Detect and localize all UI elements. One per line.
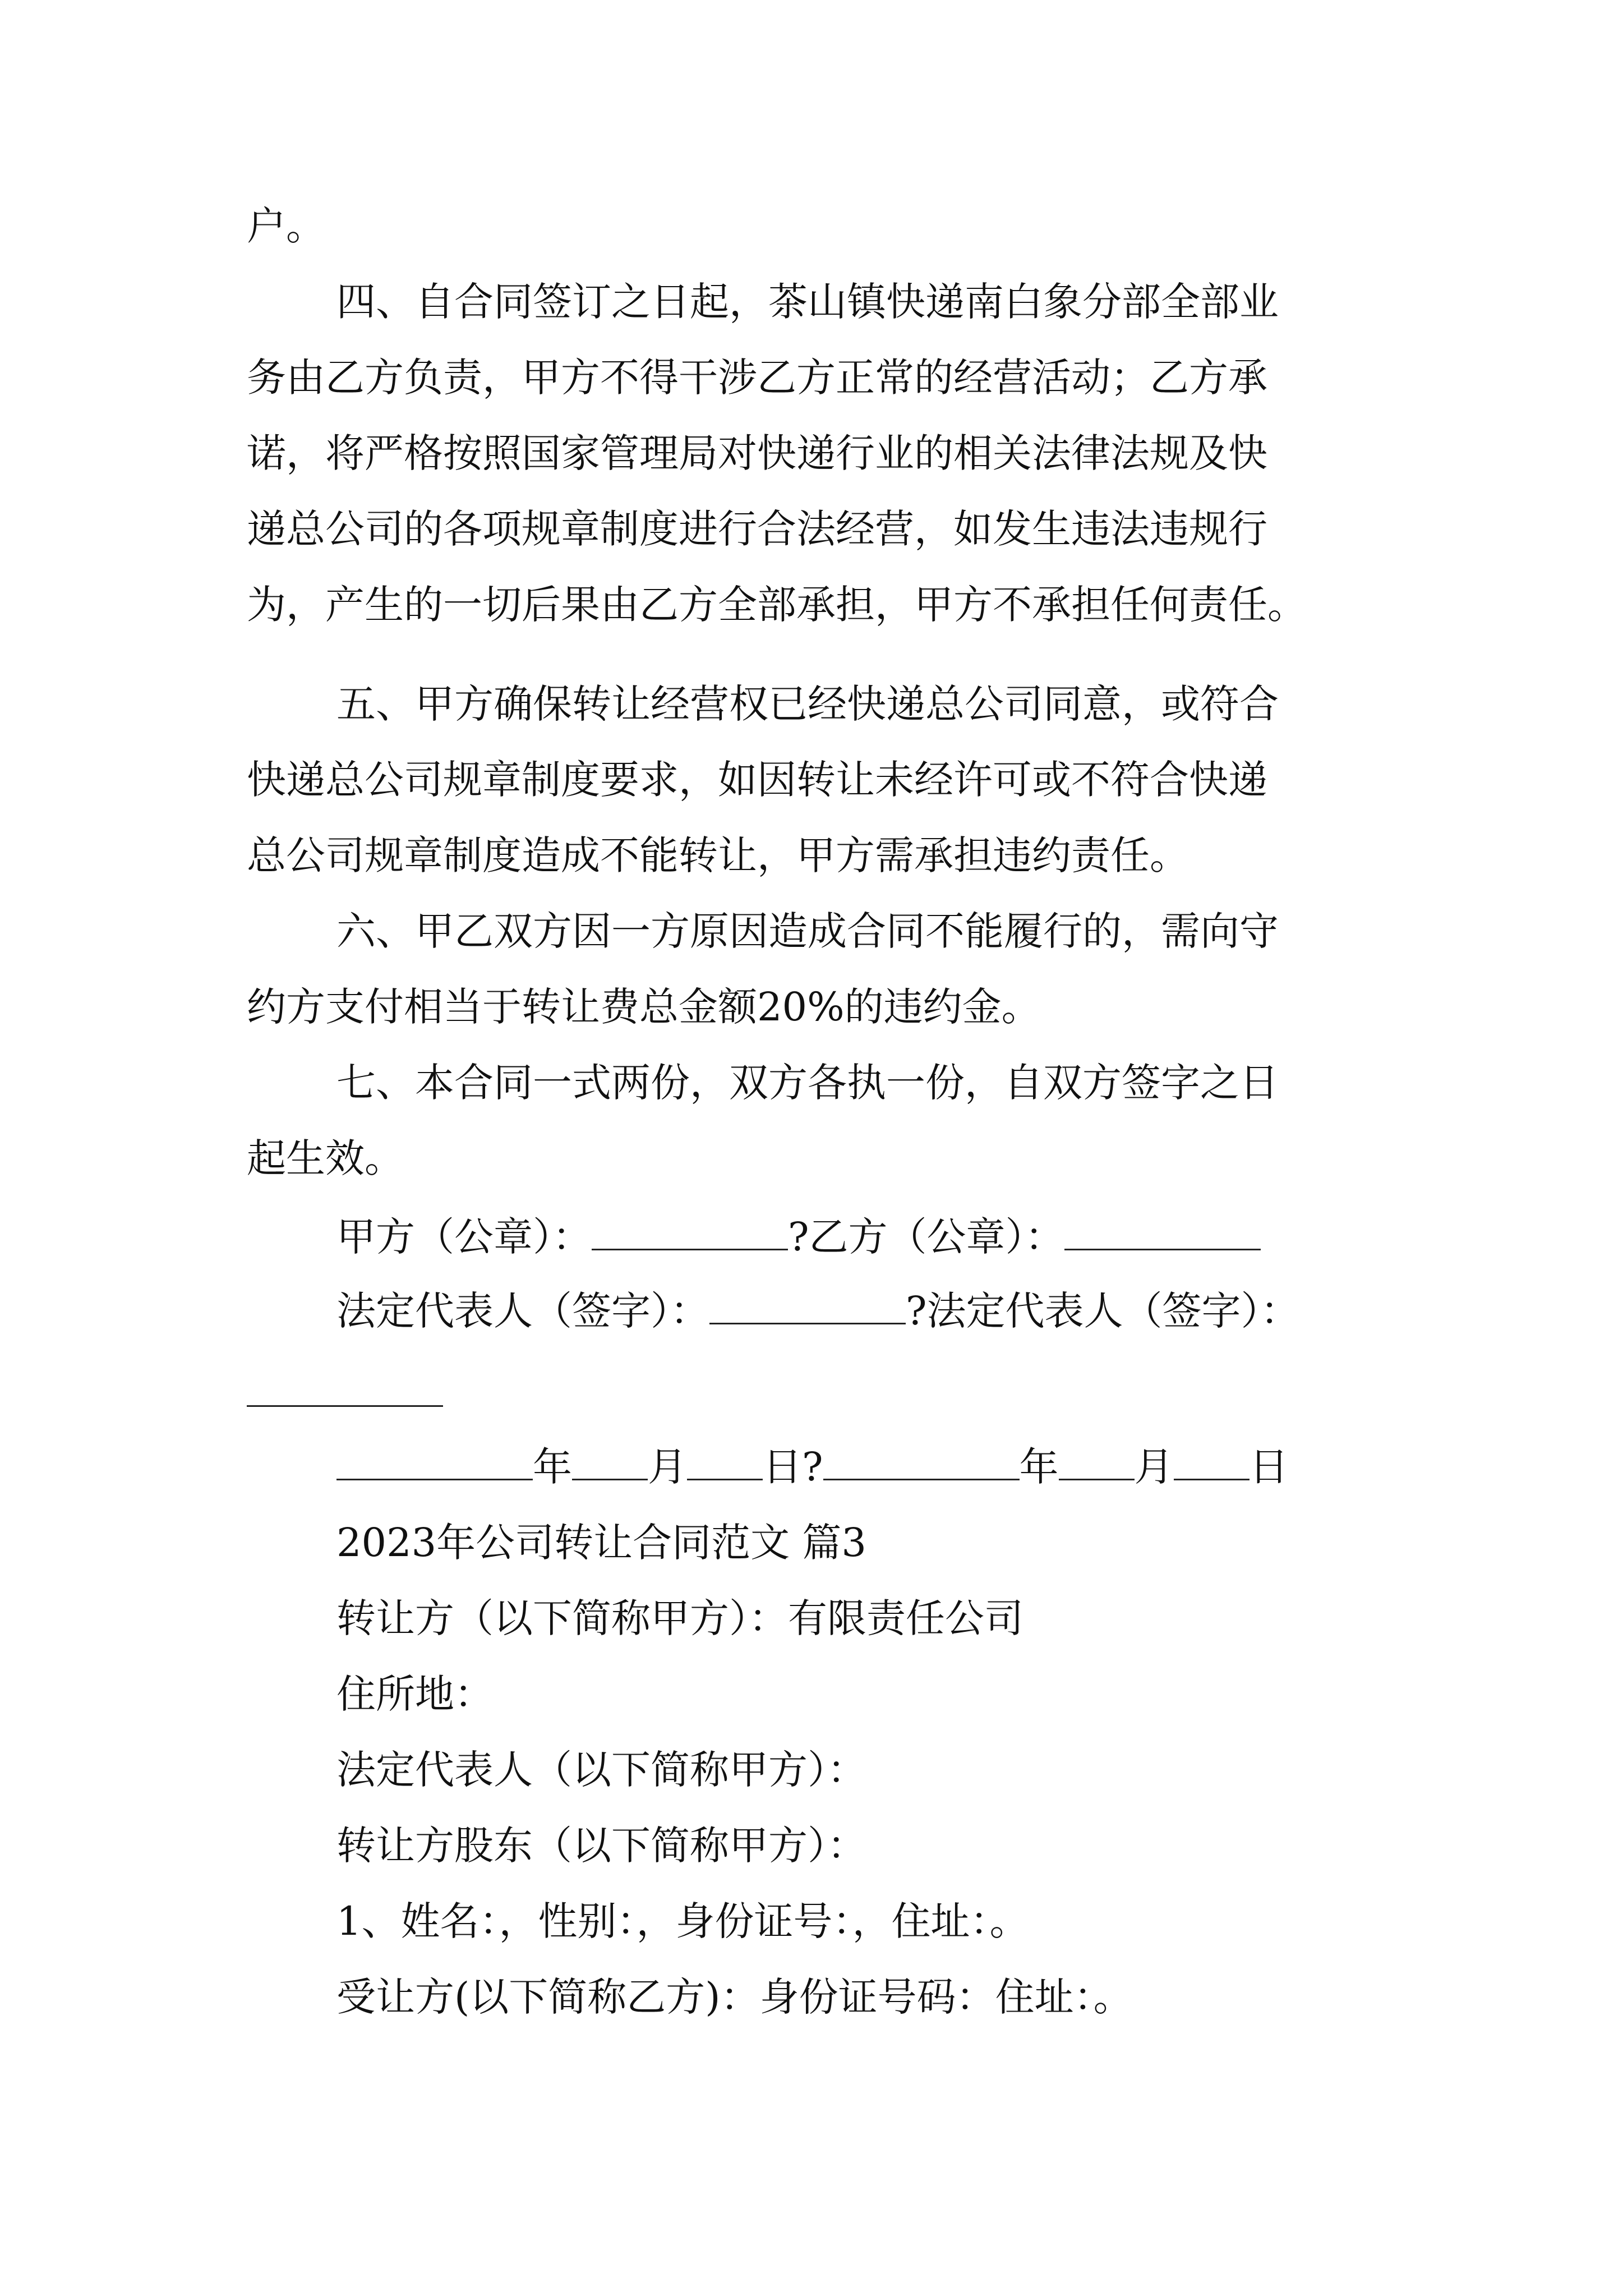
shareholder-item-1: 1、姓名：，性别：，身份证号：，住址：。	[336, 1898, 1029, 1944]
clause-six-line: 六、甲乙双方因一方原因造成合同不能履行的，需向守	[336, 908, 1279, 954]
date-b-month-blank[interactable]	[1059, 1444, 1135, 1480]
party-b-seal-label: ?乙方（公章）：	[788, 1214, 1064, 1260]
text-line: 总公司规章制度造成不能转让，甲方需承担违约责任。	[247, 832, 1189, 878]
text-line: 起生效。	[247, 1135, 404, 1181]
date-a-month-label: 月	[648, 1444, 687, 1490]
date-b-year-label: 年	[1019, 1444, 1059, 1490]
date-a-year-blank[interactable]	[336, 1444, 533, 1480]
rep-b-sign-label: ?法定代表人（签字）：	[906, 1288, 1300, 1334]
date-a-day-label: 日?	[763, 1444, 823, 1490]
clause-five-line: 五、甲方确保转让经营权已经快递总公司同意，或符合	[336, 681, 1279, 727]
shareholder-line: 转让方股东（以下简称甲方）：	[336, 1823, 866, 1869]
date-a-year-label: 年	[533, 1444, 572, 1490]
legal-rep-sign-line	[336, 1286, 1300, 1336]
transferee-line: 受让方(以下简称乙方)：身份证号码：住址：。	[336, 1974, 1133, 2020]
date-b-day-label: 日	[1249, 1444, 1289, 1490]
text-line: 诺，将严格按照国家管理局对快递行业的相关法律法规及快	[247, 430, 1267, 476]
address-line: 住所地：	[336, 1671, 494, 1717]
date-b-day-blank[interactable]	[1174, 1444, 1249, 1480]
section-heading: 2023年公司转让合同范文 篇3	[336, 1520, 866, 1566]
date-a-day-blank[interactable]	[687, 1444, 763, 1480]
clause-seven-line: 七、本合同一式两份，双方各执一份，自双方签字之日	[336, 1060, 1279, 1106]
text-line: 约方支付相当于转让费总金额20%的违约金。	[247, 984, 1041, 1030]
legal-rep-line: 法定代表人（以下简称甲方）：	[336, 1747, 866, 1793]
text-line: 户。	[247, 203, 325, 249]
date-a-month-blank[interactable]	[572, 1444, 648, 1480]
text-line: 为，产生的一切后果由乙方全部承担，甲方不承担任何责任。	[247, 582, 1307, 628]
rep-a-sign-blank[interactable]	[709, 1288, 906, 1324]
transferor-line: 转让方（以下简称甲方）：有限责任公司	[336, 1595, 1023, 1641]
date-line	[336, 1442, 1289, 1492]
rep-b-sign-blank[interactable]	[247, 1405, 443, 1407]
party-seal-line	[336, 1212, 1261, 1262]
text-line: 快递总公司规章制度要求，如因转让未经许可或不符合快递	[247, 757, 1267, 803]
text-line: 递总公司的各项规章制度进行合法经营，如发生违法违规行	[247, 506, 1267, 552]
clause-four-line: 四、自合同签订之日起，茶山镇快递南白象分部全部业	[336, 279, 1279, 325]
party-b-seal-blank[interactable]	[1064, 1214, 1261, 1250]
date-b-month-label: 月	[1134, 1444, 1174, 1490]
rep-a-sign-label: 法定代表人（签字）：	[336, 1288, 709, 1334]
party-a-seal-label: 甲方（公章）：	[336, 1214, 592, 1260]
text-line: 务由乙方负责，甲方不得干涉乙方正常的经营活动；乙方承	[247, 355, 1267, 401]
date-b-year-blank[interactable]	[823, 1444, 1020, 1480]
party-a-seal-blank[interactable]	[592, 1214, 788, 1250]
